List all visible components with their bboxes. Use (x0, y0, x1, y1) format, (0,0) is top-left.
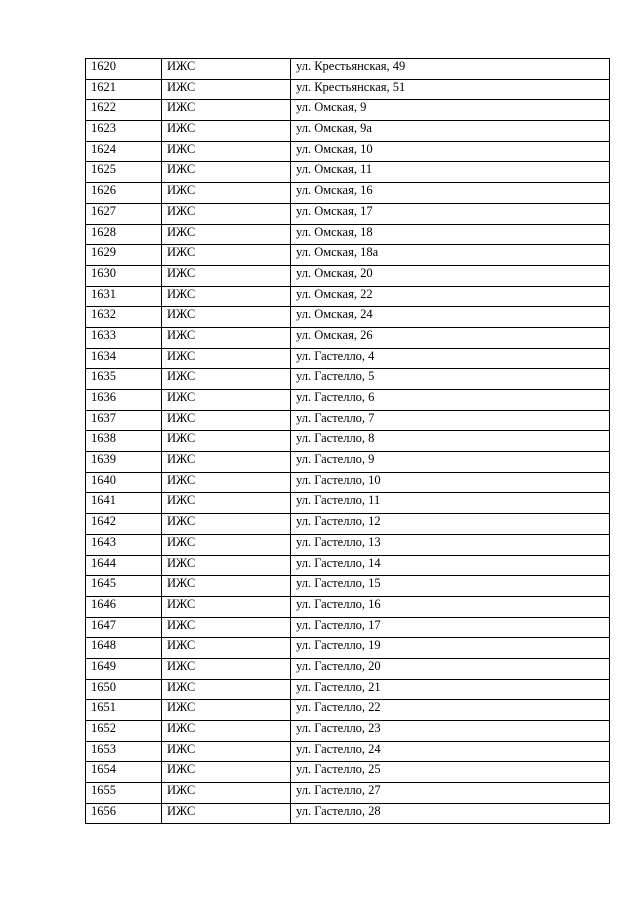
row-number-cell: 1653 (86, 741, 162, 762)
table-row (86, 679, 610, 700)
table-row (86, 638, 610, 659)
address-cell: ул. Гастелло, 12 (291, 514, 610, 535)
object-type-cell: ИЖС (162, 369, 291, 390)
object-type-cell: ИЖС (162, 534, 291, 555)
object-type-cell: ИЖС (162, 658, 291, 679)
table-row (86, 555, 610, 576)
address-cell: ул. Омская, 18 (291, 224, 610, 245)
address-cell: ул. Гастелло, 25 (291, 762, 610, 783)
table-row (86, 390, 610, 411)
table-row (86, 327, 610, 348)
object-type-cell: ИЖС (162, 390, 291, 411)
table-row (86, 162, 610, 183)
address-cell: ул. Гастелло, 6 (291, 390, 610, 411)
address-cell: ул. Гастелло, 28 (291, 803, 610, 824)
table-body (86, 59, 610, 824)
address-cell: ул. Омская, 20 (291, 265, 610, 286)
row-number-cell: 1650 (86, 679, 162, 700)
address-cell: ул. Омская, 9а (291, 121, 610, 142)
object-type-cell: ИЖС (162, 265, 291, 286)
address-cell: ул. Омская, 17 (291, 203, 610, 224)
row-number-cell: 1649 (86, 658, 162, 679)
row-number-cell: 1638 (86, 431, 162, 452)
table-row (86, 431, 610, 452)
row-number-cell: 1631 (86, 286, 162, 307)
table-row (86, 576, 610, 597)
address-cell: ул. Омская, 18а (291, 245, 610, 266)
object-type-cell: ИЖС (162, 452, 291, 473)
address-cell: ул. Гастелло, 13 (291, 534, 610, 555)
address-cell: ул. Омская, 16 (291, 183, 610, 204)
table-row (86, 658, 610, 679)
table-row (86, 741, 610, 762)
row-number-cell: 1620 (86, 59, 162, 80)
object-type-cell: ИЖС (162, 162, 291, 183)
object-type-cell: ИЖС (162, 59, 291, 80)
row-number-cell: 1628 (86, 224, 162, 245)
address-cell: ул. Гастелло, 24 (291, 741, 610, 762)
table-row (86, 452, 610, 473)
object-type-cell: ИЖС (162, 410, 291, 431)
address-cell: ул. Гастелло, 19 (291, 638, 610, 659)
address-cell: ул. Гастелло, 22 (291, 700, 610, 721)
object-type-cell: ИЖС (162, 286, 291, 307)
row-number-cell: 1642 (86, 514, 162, 535)
row-number-cell: 1635 (86, 369, 162, 390)
object-type-cell: ИЖС (162, 514, 291, 535)
row-number-cell: 1644 (86, 555, 162, 576)
table-row (86, 286, 610, 307)
table-row (86, 141, 610, 162)
row-number-cell: 1641 (86, 493, 162, 514)
table-row (86, 493, 610, 514)
address-cell: ул. Гастелло, 16 (291, 596, 610, 617)
table-row (86, 224, 610, 245)
row-number-cell: 1643 (86, 534, 162, 555)
table-row (86, 203, 610, 224)
address-cell: ул. Омская, 26 (291, 327, 610, 348)
row-number-cell: 1623 (86, 121, 162, 142)
row-number-cell: 1652 (86, 721, 162, 742)
object-type-cell: ИЖС (162, 721, 291, 742)
address-cell: ул. Омская, 24 (291, 307, 610, 328)
table-row (86, 265, 610, 286)
address-registry-table (85, 58, 610, 824)
address-cell: ул. Гастелло, 10 (291, 472, 610, 493)
object-type-cell: ИЖС (162, 79, 291, 100)
address-cell: ул. Гастелло, 27 (291, 783, 610, 804)
table-row (86, 472, 610, 493)
address-cell: ул. Омская, 11 (291, 162, 610, 183)
object-type-cell: ИЖС (162, 307, 291, 328)
object-type-cell: ИЖС (162, 121, 291, 142)
row-number-cell: 1656 (86, 803, 162, 824)
row-number-cell: 1639 (86, 452, 162, 473)
row-number-cell: 1621 (86, 79, 162, 100)
table-row (86, 762, 610, 783)
row-number-cell: 1634 (86, 348, 162, 369)
table-row (86, 783, 610, 804)
object-type-cell: ИЖС (162, 224, 291, 245)
table-row (86, 348, 610, 369)
address-cell: ул. Гастелло, 11 (291, 493, 610, 514)
row-number-cell: 1626 (86, 183, 162, 204)
address-cell: ул. Гастелло, 17 (291, 617, 610, 638)
address-cell: ул. Гастелло, 15 (291, 576, 610, 597)
table-row (86, 803, 610, 824)
row-number-cell: 1645 (86, 576, 162, 597)
address-cell: ул. Гастелло, 14 (291, 555, 610, 576)
object-type-cell: ИЖС (162, 141, 291, 162)
address-cell: ул. Крестьянская, 51 (291, 79, 610, 100)
table-row (86, 183, 610, 204)
address-cell: ул. Гастелло, 8 (291, 431, 610, 452)
table-row (86, 534, 610, 555)
address-cell: ул. Омская, 10 (291, 141, 610, 162)
object-type-cell: ИЖС (162, 638, 291, 659)
table-row (86, 410, 610, 431)
table-row (86, 59, 610, 80)
object-type-cell: ИЖС (162, 100, 291, 121)
address-cell: ул. Гастелло, 21 (291, 679, 610, 700)
table-row (86, 307, 610, 328)
object-type-cell: ИЖС (162, 617, 291, 638)
object-type-cell: ИЖС (162, 783, 291, 804)
table-row (86, 514, 610, 535)
row-number-cell: 1654 (86, 762, 162, 783)
object-type-cell: ИЖС (162, 183, 291, 204)
table-row (86, 100, 610, 121)
object-type-cell: ИЖС (162, 803, 291, 824)
object-type-cell: ИЖС (162, 700, 291, 721)
row-number-cell: 1622 (86, 100, 162, 121)
object-type-cell: ИЖС (162, 203, 291, 224)
object-type-cell: ИЖС (162, 555, 291, 576)
table-row (86, 79, 610, 100)
row-number-cell: 1648 (86, 638, 162, 659)
address-cell: ул. Омская, 22 (291, 286, 610, 307)
object-type-cell: ИЖС (162, 741, 291, 762)
address-cell: ул. Гастелло, 9 (291, 452, 610, 473)
row-number-cell: 1625 (86, 162, 162, 183)
row-number-cell: 1636 (86, 390, 162, 411)
row-number-cell: 1629 (86, 245, 162, 266)
table-row (86, 245, 610, 266)
object-type-cell: ИЖС (162, 596, 291, 617)
object-type-cell: ИЖС (162, 576, 291, 597)
address-cell: ул. Гастелло, 5 (291, 369, 610, 390)
object-type-cell: ИЖС (162, 245, 291, 266)
row-number-cell: 1647 (86, 617, 162, 638)
row-number-cell: 1632 (86, 307, 162, 328)
table-row (86, 121, 610, 142)
table-row (86, 721, 610, 742)
row-number-cell: 1637 (86, 410, 162, 431)
address-cell: ул. Гастелло, 20 (291, 658, 610, 679)
row-number-cell: 1633 (86, 327, 162, 348)
row-number-cell: 1646 (86, 596, 162, 617)
object-type-cell: ИЖС (162, 327, 291, 348)
row-number-cell: 1651 (86, 700, 162, 721)
table-row (86, 596, 610, 617)
row-number-cell: 1627 (86, 203, 162, 224)
row-number-cell: 1624 (86, 141, 162, 162)
table-row (86, 369, 610, 390)
object-type-cell: ИЖС (162, 472, 291, 493)
object-type-cell: ИЖС (162, 679, 291, 700)
row-number-cell: 1630 (86, 265, 162, 286)
address-cell: ул. Гастелло, 4 (291, 348, 610, 369)
address-cell: ул. Гастелло, 7 (291, 410, 610, 431)
object-type-cell: ИЖС (162, 431, 291, 452)
object-type-cell: ИЖС (162, 493, 291, 514)
address-cell: ул. Крестьянская, 49 (291, 59, 610, 80)
row-number-cell: 1655 (86, 783, 162, 804)
address-cell: ул. Омская, 9 (291, 100, 610, 121)
table-row (86, 700, 610, 721)
object-type-cell: ИЖС (162, 348, 291, 369)
table-row (86, 617, 610, 638)
object-type-cell: ИЖС (162, 762, 291, 783)
row-number-cell: 1640 (86, 472, 162, 493)
address-cell: ул. Гастелло, 23 (291, 721, 610, 742)
